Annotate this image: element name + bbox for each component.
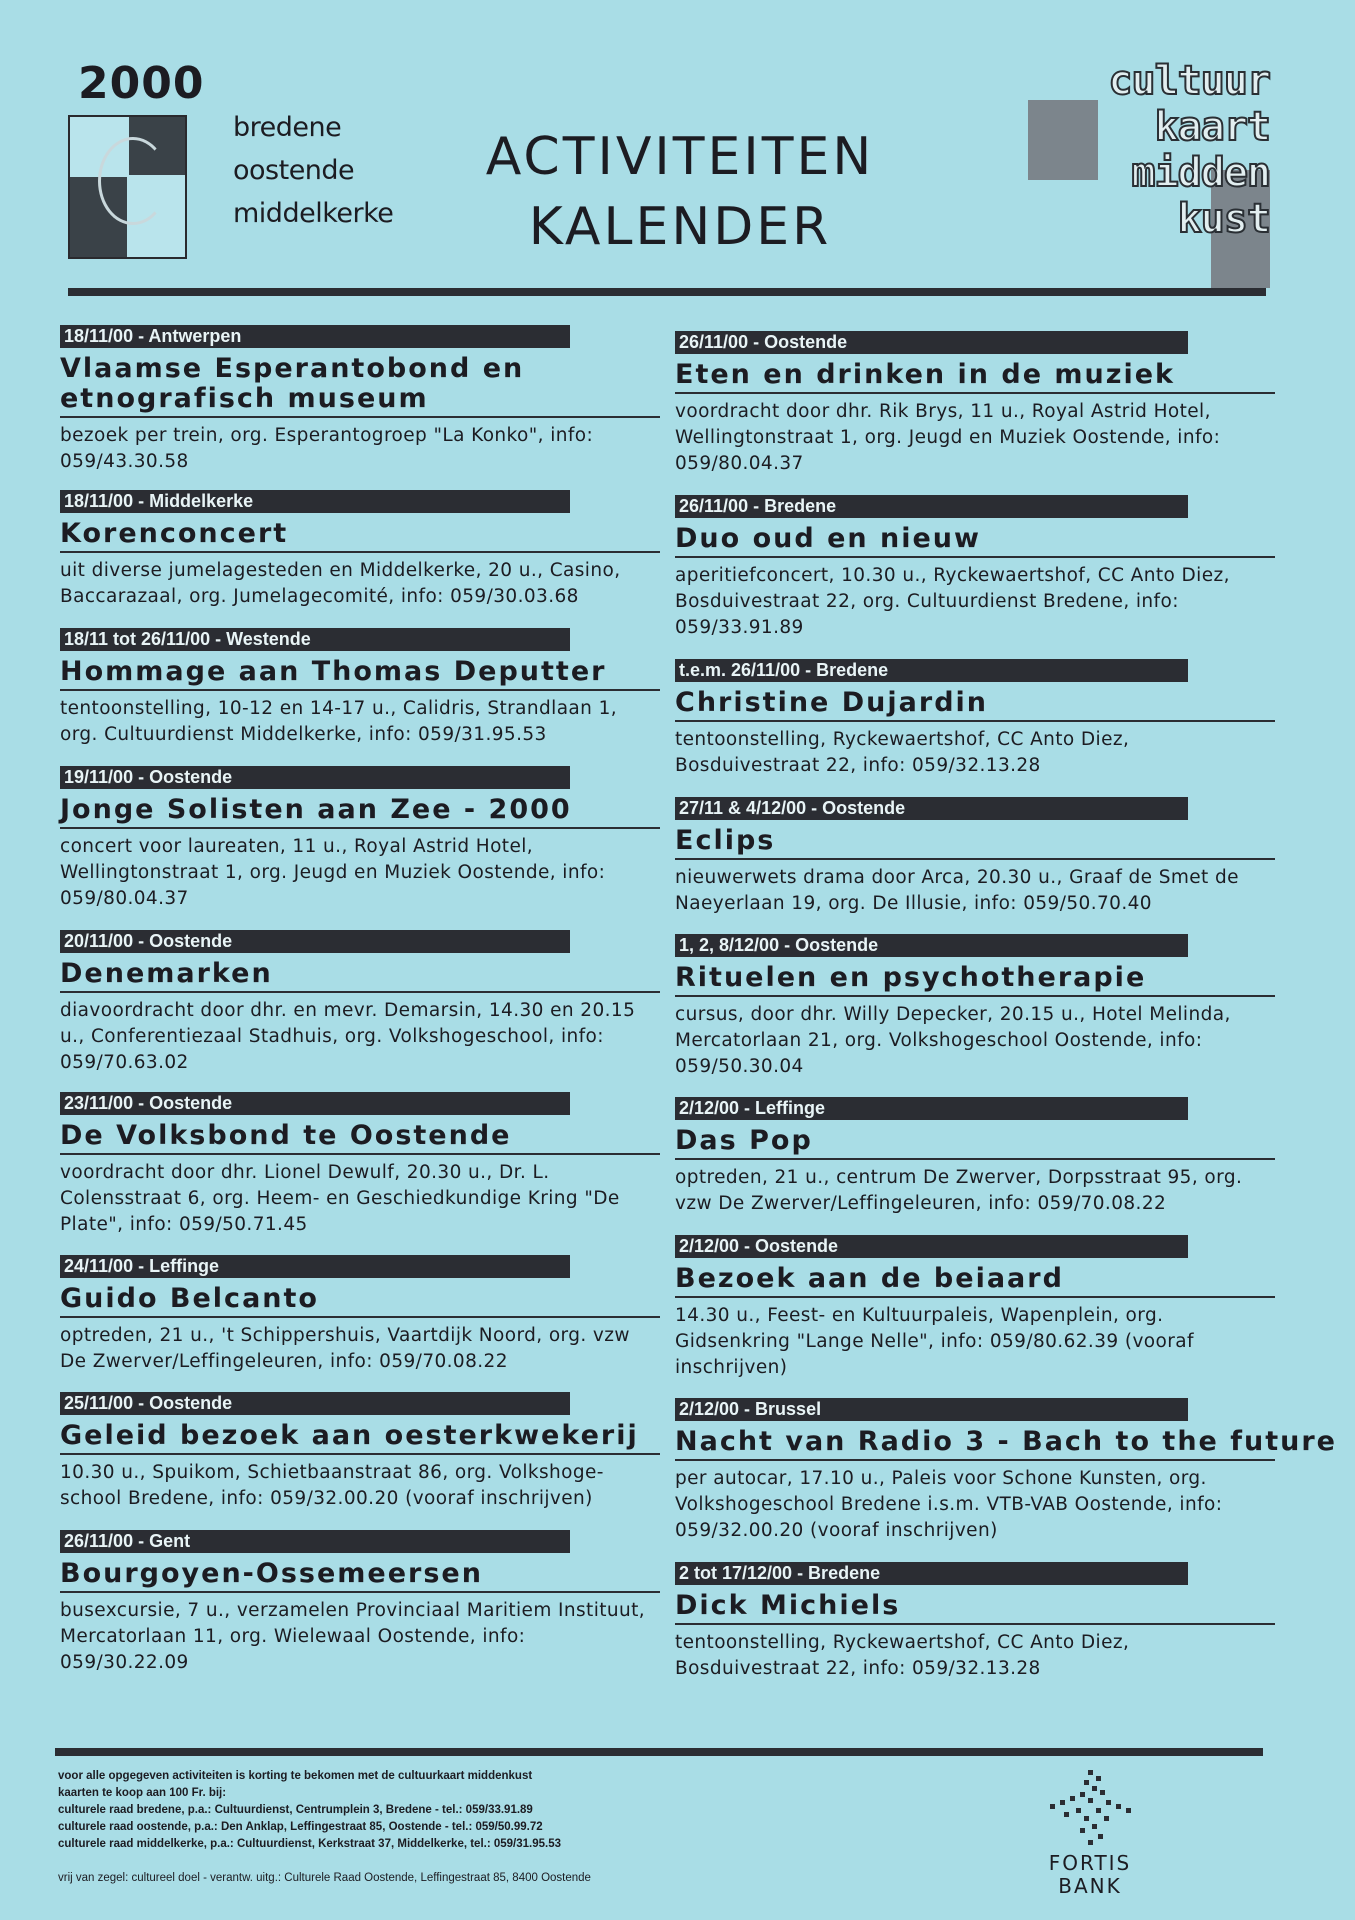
event-date: 1, 2, 8/12/00 - Oostende bbox=[675, 934, 1188, 957]
footer-divider bbox=[55, 1748, 1263, 1756]
event-item bbox=[60, 930, 660, 1076]
footer-info bbox=[58, 1768, 561, 1853]
event-item bbox=[675, 1235, 1275, 1381]
event-title: Duo oud en nieuw bbox=[675, 524, 1275, 558]
header-divider bbox=[68, 288, 1266, 296]
event-item bbox=[675, 331, 1275, 477]
event-date: 18/11/00 - Antwerpen bbox=[60, 325, 570, 348]
event-item bbox=[675, 1562, 1275, 1682]
event-item bbox=[60, 766, 660, 912]
event-description: tentoonstelling, 10-12 en 14-17 u., Calidris, Strandlaan 1, org. Cultuurdienst Middelkerke, info: 059/31.95.53 bbox=[60, 698, 618, 745]
event-title: Eten en drinken in de muziek bbox=[675, 360, 1275, 394]
event-date: 2/12/00 - Brussel bbox=[675, 1398, 1188, 1421]
brand-word-3: midden bbox=[1131, 150, 1270, 196]
event-title: Nacht van Radio 3 - Bach to the future bbox=[675, 1427, 1275, 1461]
event-item bbox=[675, 1398, 1337, 1544]
fortis-logo-icon bbox=[1040, 1768, 1140, 1848]
event-item bbox=[60, 1255, 660, 1375]
event-description: nieuwerwets drama door Arca, 20.30 u., Graaf de Smet de Naeyerlaan 19, org. De Illusie, info: 059/50.70.40 bbox=[675, 867, 1239, 914]
event-title: Bezoek aan de beiaard bbox=[675, 1264, 1275, 1298]
event-description: tentoonstelling, Ryckewaertshof, CC Anto Diez, Bosduivestraat 22, info: 059/32.13.28 bbox=[675, 729, 1130, 776]
event-title: Guido Belcanto bbox=[60, 1284, 660, 1318]
event-title: Hommage aan Thomas Deputter bbox=[60, 657, 660, 691]
event-date: 18/11/00 - Middelkerke bbox=[60, 490, 570, 513]
event-description: cursus, door dhr. Willy Depecker, 20.15 u., Hotel Melinda, Mercatorlaan 21, org. Volkshogeschool Oostende, info: 059/50.30.04 bbox=[675, 1004, 1231, 1077]
cultural-council-logo bbox=[68, 115, 187, 259]
event-date: 24/11/00 - Leffinge bbox=[60, 1255, 570, 1278]
event-date: t.e.m. 26/11/00 - Bredene bbox=[675, 659, 1188, 682]
event-title: Denemarken bbox=[60, 959, 660, 993]
event-description: optreden, 21 u., 't Schippershuis, Vaartdijk Noord, org. vzw De Zwerver/Leffingeleuren, info: 059/70.08.22 bbox=[60, 1325, 630, 1372]
page-title bbox=[430, 122, 930, 262]
footer-line: culturele raad oostende, p.a.: Den Anklap, Leffingestraat 85, Oostende - tel.: 059/50.99.72 bbox=[58, 1821, 543, 1833]
event-date: 18/11 tot 26/11/00 - Westende bbox=[60, 628, 570, 651]
town-list bbox=[233, 106, 393, 235]
event-description: uit diverse jumelagesteden en Middelkerke, 20 u., Casino, Baccarazaal, org. Jumelagecomité, info: 059/30.03.68 bbox=[60, 560, 621, 607]
event-description: aperitiefconcert, 10.30 u., Ryckewaertshof, CC Anto Diez, Bosduivestraat 22, org. Cultuurdienst Bredene, info: 059/33.91.89 bbox=[675, 565, 1230, 638]
cultuurkaart-logo bbox=[1028, 58, 1270, 288]
event-description: voordracht door dhr. Lionel Dewulf, 20.30 u., Dr. L. Colensstraat 6, org. Heem- en Geschiedkundige Kring "De Plate", info: 059/50.71.45 bbox=[60, 1162, 620, 1235]
footer-line: kaarten te koop aan 100 Fr. bij: bbox=[58, 1787, 227, 1799]
sponsor-line-2: BANK bbox=[1058, 1874, 1122, 1898]
event-date: 2/12/00 - Oostende bbox=[675, 1235, 1188, 1258]
brand-word-1: cultuur bbox=[1108, 58, 1270, 104]
event-date: 26/11/00 - Gent bbox=[60, 1530, 570, 1553]
event-description: tentoonstelling, Ryckewaertshof, CC Anto Diez, Bosduivestraat 22, info: 059/32.13.28 bbox=[675, 1632, 1130, 1679]
event-date: 19/11/00 - Oostende bbox=[60, 766, 570, 789]
event-item bbox=[60, 490, 660, 610]
publisher-note: vrij van zegel: cultureel doel - verantw. uitg.: Culturele Raad Oostende, Leffingestraat 85, 8400 Oostende bbox=[58, 1872, 591, 1884]
event-date: 27/11 & 4/12/00 - Oostende bbox=[675, 797, 1188, 820]
event-title: Dick Michiels bbox=[675, 1591, 1275, 1625]
title-line-2: KALENDER bbox=[528, 197, 832, 257]
event-description: 10.30 u., Spuikom, Schietbaanstraat 86, org. Volkshoge-school Bredene, info: 059/32.00.20 (vooraf inschrijven) bbox=[60, 1462, 604, 1509]
event-date: 26/11/00 - Bredene bbox=[675, 495, 1188, 518]
event-item bbox=[675, 934, 1275, 1080]
event-title: Das Pop bbox=[675, 1126, 1275, 1160]
event-item bbox=[675, 659, 1275, 779]
footer-line: culturele raad middelkerke, p.a.: Cultuurdienst, Kerkstraat 37, Middelkerke, tel.: 059/31.95.53 bbox=[58, 1838, 562, 1850]
event-title: Rituelen en psychotherapie bbox=[675, 963, 1275, 997]
event-item bbox=[60, 1392, 660, 1512]
brand-word-4: kust bbox=[1177, 196, 1270, 242]
event-title: De Volksbond te Oostende bbox=[60, 1121, 660, 1155]
event-date: 20/11/00 - Oostende bbox=[60, 930, 570, 953]
sponsor-line-1: FORTIS bbox=[1048, 1851, 1132, 1875]
event-date: 26/11/00 - Oostende bbox=[675, 331, 1188, 354]
town-oostende: oostende bbox=[233, 155, 355, 186]
event-description: optreden, 21 u., centrum De Zwerver, Dorpsstraat 95, org. vzw De Zwerver/Leffingeleuren, info: 059/70.08.22 bbox=[675, 1167, 1243, 1214]
event-item bbox=[675, 797, 1275, 917]
town-bredene: bredene bbox=[233, 112, 342, 143]
footer-line: culturele raad bredene, p.a.: Cultuurdienst, Centrumplein 3, Bredene - tel.: 059/33.91.89 bbox=[58, 1804, 533, 1816]
event-description: voordracht door dhr. Rik Brys, 11 u., Royal Astrid Hotel, Wellingtonstraat 1, org. Jeugd en Muziek Oostende, info: 059/80.04.37 bbox=[675, 401, 1221, 474]
event-title: Eclips bbox=[675, 826, 1275, 860]
event-title: Christine Dujardin bbox=[675, 688, 1275, 722]
event-date: 23/11/00 - Oostende bbox=[60, 1092, 570, 1115]
event-description: bezoek per trein, org. Esperantogroep "La Konko", info: 059/43.30.58 bbox=[60, 425, 594, 472]
town-middelkerke: middelkerke bbox=[233, 198, 394, 229]
event-title: Vlaamse Esperantobond en etnografisch museum bbox=[60, 354, 660, 418]
event-title: Geleid bezoek aan oesterkwekerij bbox=[60, 1421, 660, 1455]
year-label: 2000 bbox=[78, 58, 205, 109]
event-item bbox=[60, 628, 660, 748]
event-date: 25/11/00 - Oostende bbox=[60, 1392, 570, 1415]
event-description: diavoordracht door dhr. en mevr. Demarsin, 14.30 en 20.15 u., Conferentiezaal Stadhuis, org. Volkshogeschool, info: 059/70.63.02 bbox=[60, 1000, 636, 1073]
event-date: 2/12/00 - Leffinge bbox=[675, 1097, 1188, 1120]
event-title: Korenconcert bbox=[60, 519, 660, 553]
event-date: 2 tot 17/12/00 - Bredene bbox=[675, 1562, 1188, 1585]
event-description: concert voor laureaten, 11 u., Royal Astrid Hotel, Wellingtonstraat 1, org. Jeugd en Muziek Oostende, info: 059/80.04.37 bbox=[60, 836, 606, 909]
event-description: per autocar, 17.10 u., Paleis voor Schone Kunsten, org. Volkshogeschool Bredene i.s.m. VTB-VAB Oostende, info: 059/32.00.20 (vooraf inschrijven) bbox=[675, 1468, 1223, 1541]
title-line-1: ACTIVITEITEN bbox=[485, 127, 875, 187]
event-description: busexcursie, 7 u., verzamelen Provinciaal Maritiem Instituut, Mercatorlaan 11, org. Wielewaal Oostende, info: 059/30.22.09 bbox=[60, 1600, 646, 1673]
sponsor-name bbox=[1040, 1852, 1140, 1898]
event-description: 14.30 u., Feest- en Kultuurpaleis, Wapenplein, org. Gidsenkring "Lange Nelle", info: 059/80.62.39 (vooraf inschrijven) bbox=[675, 1305, 1194, 1378]
event-item bbox=[60, 325, 660, 475]
event-item bbox=[60, 1530, 660, 1676]
event-item bbox=[60, 1092, 660, 1238]
event-item bbox=[675, 1097, 1275, 1217]
event-title: Bourgoyen-Ossemeersen bbox=[60, 1559, 660, 1593]
footer-line: voor alle opgegeven activiteiten is korting te bekomen met de cultuurkaart middenkust bbox=[58, 1770, 533, 1782]
event-title: Jonge Solisten aan Zee - 2000 bbox=[60, 795, 660, 829]
event-item bbox=[675, 495, 1275, 641]
brand-word-2: kaart bbox=[1154, 104, 1270, 150]
